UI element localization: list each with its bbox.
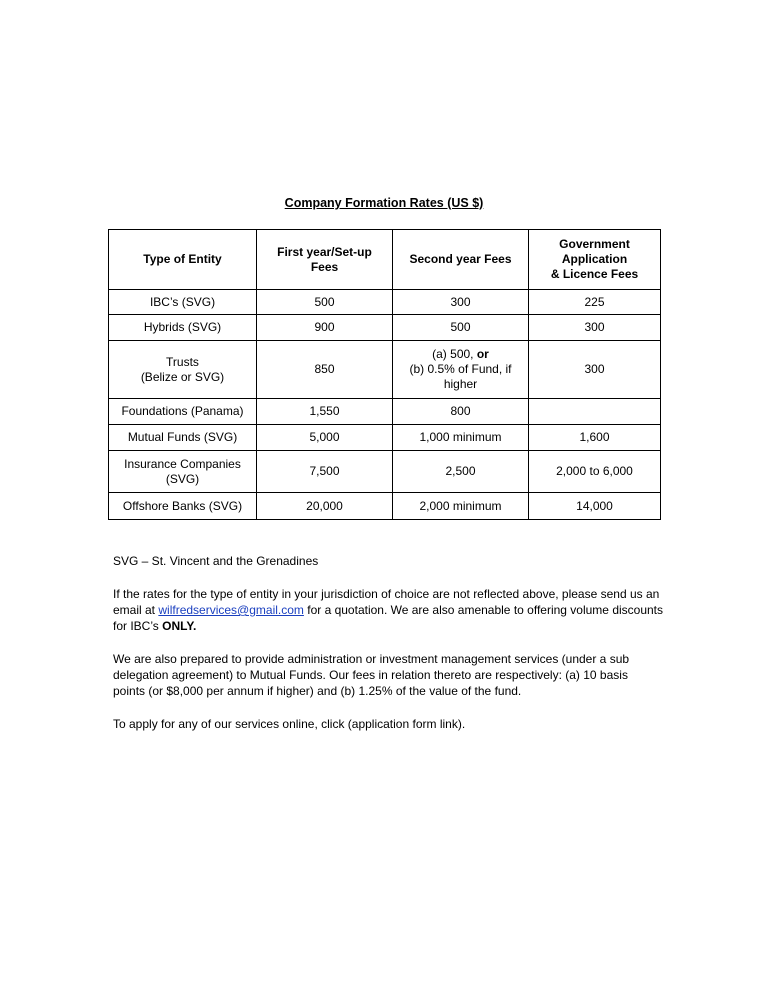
table-row <box>109 399 661 425</box>
cell-entity: Insurance Companies (SVG) <box>109 451 257 493</box>
header-first-year-fees: First year/Set-up Fees <box>257 230 393 290</box>
cell-entity: Hybrids (SVG) <box>109 315 257 341</box>
quotation-paragraph: If the rates for the type of entity in your jurisdiction of choice are not reflected above, please send us an email at wilfredservices@gmail.com for a quotation. We are also amenable to offering volume discounts for IBC’s ONLY. <box>113 587 664 633</box>
cell-entity: Offshore Banks (SVG) <box>109 493 257 520</box>
cell-first-year: 5,000 <box>257 425 393 451</box>
cell-first-year: 1,550 <box>257 399 393 425</box>
cell-second-year: 800 <box>393 399 529 425</box>
cell-first-year: 20,000 <box>257 493 393 520</box>
table-row <box>109 341 661 399</box>
cell-entity: IBC’s (SVG) <box>109 290 257 315</box>
cell-entity: Trusts (Belize or SVG) <box>109 341 257 399</box>
cell-first-year: 7,500 <box>257 451 393 493</box>
apply-paragraph: To apply for any of our services online, click (application form link). <box>113 717 466 731</box>
cell-government: 300 <box>529 315 661 341</box>
cell-entity: Foundations (Panama) <box>109 399 257 425</box>
cell-first-year: 850 <box>257 341 393 399</box>
document-title: Company Formation Rates (US $) <box>284 196 484 210</box>
rates-table <box>108 229 661 520</box>
cell-second-year: 2,500 <box>393 451 529 493</box>
cell-second-year: (a) 500, or (b) 0.5% of Fund, if higher <box>393 341 529 399</box>
header-type-of-entity: Type of Entity <box>109 230 257 290</box>
cell-government: 2,000 to 6,000 <box>529 451 661 493</box>
cell-second-year: 300 <box>393 290 529 315</box>
table-row <box>109 493 661 520</box>
cell-second-year: 2,000 minimum <box>393 493 529 520</box>
cell-first-year: 500 <box>257 290 393 315</box>
cell-government: 300 <box>529 341 661 399</box>
table-header-row <box>109 230 661 290</box>
cell-government: 1,600 <box>529 425 661 451</box>
table-row <box>109 451 661 493</box>
cell-first-year: 900 <box>257 315 393 341</box>
cell-second-year: 500 <box>393 315 529 341</box>
header-second-year-fees: Second year Fees <box>393 230 529 290</box>
table-row <box>109 290 661 315</box>
table-row <box>109 315 661 341</box>
cell-government: 14,000 <box>529 493 661 520</box>
cell-entity: Mutual Funds (SVG) <box>109 425 257 451</box>
header-government-fees: Government Application & Licence Fees <box>529 230 661 290</box>
cell-government: 225 <box>529 290 661 315</box>
email-link[interactable]: wilfredservices@gmail.com <box>158 603 304 617</box>
svg-footnote: SVG – St. Vincent and the Grenadines <box>113 554 319 568</box>
table-row <box>109 425 661 451</box>
services-paragraph: We are also prepared to provide administration or investment management services (under a sub delegation agreement) to Mutual Funds. Our fees in relation thereto are respectively: (a) 10 basis points (or $8,000 per annum if higher) and (b) 1.25% of the value of the fund. <box>113 652 630 698</box>
cell-government <box>529 399 661 425</box>
cell-second-year: 1,000 minimum <box>393 425 529 451</box>
